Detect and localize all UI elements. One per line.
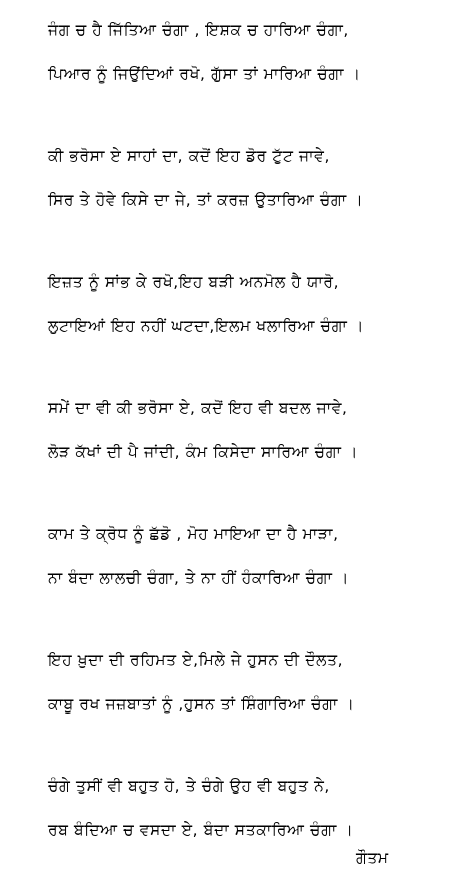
verse-line: ਸਮੇਂ ਦਾ ਵੀ ਕੀ ਭਰੋਸਾ ਏ, ਕਦੋਂ ਇਹ ਵੀ ਬਦਲ ਜਾਵੇ, [48, 399, 348, 417]
verse-line: ਲੁਟਾਇਆਂ ਇਹ ਨਹੀਂ ਘਟਦਾ,ਇਲਮ ਖਲਾਰਿਆ ਚੰਗਾ । [48, 317, 364, 335]
verse-line: ਰਬ ਬੰਦਿਆ ਚ ਵਸਦਾ ਏ, ਬੰਦਾ ਸਤਕਾਰਿਆ ਚੰਗਾ । [48, 821, 354, 839]
verse-line: ਕਾਮ ਤੇ ਕ੍ਰੋਧ ਨੂੰ ਛੱਡੋ , ਮੋਹ ਮਾਇਆ ਦਾ ਹੈ ਮਾੜਾ, [48, 525, 339, 543]
verse-line: ਜੰਗ ਚ ਹੈ ਜਿੱਤਿਆ ਚੰਗਾ , ਇਸ਼ਕ ਚ ਹਾਰਿਆ ਚੰਗਾ, [48, 21, 349, 39]
stanza-1 [48, 20, 444, 84]
verse-line: ਇਹ ਖ਼ੁਦਾ ਦੀ ਰਹਿਮਤ ਏ,ਮਿਲੇ ਜੇ ਹੁਸਨ ਦੀ ਦੌਲਤ, [48, 651, 344, 669]
verse-line: ਪਿਆਰ ਨੂੰ ਜਿਉਂਦਿਆਂ ਰਖੋ, ਗੁੱਸਾ ਤਾਂ ਮਾਰਿਆ ਚੰਗਾ । [48, 65, 361, 83]
verse-line: ਨਾ ਬੰਦਾ ਲਾਲਚੀ ਚੰਗਾ, ਤੇ ਨਾ ਹੀਂ ਹੰਕਾਰਿਆ ਚੰਗਾ । [48, 569, 350, 587]
verse-line: ਸਿਰ ਤੇ ਹੋਵੇ ਕਿਸੇ ਦਾ ਜੇ, ਤਾਂ ਕਰਜ਼ ਉਤਾਰਿਆ ਚੰਗਾ । [48, 191, 364, 209]
stanza-7 [48, 776, 444, 840]
verse-line: ਇਜ਼ਤ ਨੂੰ ਸਾਂਭ ਕੇ ਰਖੋ,ਇਹ ਬੜੀ ਅਨਮੋਲ ਹੈ ਯਾਰੋ, [48, 273, 340, 291]
verse-line: ਕੀ ਭਰੋਸਾ ਏ ਸਾਹਾਂ ਦਾ, ਕਦੋਂ ਇਹ ਡੋਰ ਟੁੱਟ ਜਾਵੇ, [48, 147, 330, 165]
stanza-6 [48, 650, 444, 714]
stanza-5 [48, 524, 444, 588]
verse-line: ਕਾਬੂ ਰਖ ਜਜ਼ਬਾਤਾਂ ਨੂੰ ,ਹੁਸਨ ਤਾਂ ਸ਼ਿੰਗਾਰਿਆ ਚੰਗਾ । [48, 695, 355, 713]
verse-line: ਲੋੜ ਕੱਖਾਂ ਦੀ ਪੈ ਜਾਂਦੀ, ਕੰਮ ਕਿਸੇਦਾ ਸਾਰਿਆ ਚੰਗਾ । [48, 443, 359, 461]
stanza-2 [48, 146, 444, 210]
verse-line: ਚੰਗੇ ਤੁਸੀਂ ਵੀ ਬਹੁਤ ਹੋ, ਤੇ ਚੰਗੇ ਉਹ ਵੀ ਬਹੁਤ ਨੇ, [48, 777, 330, 795]
author-signature: ਗੌਤਮ [356, 849, 389, 867]
stanza-3 [48, 272, 444, 336]
stanza-4 [48, 398, 444, 462]
